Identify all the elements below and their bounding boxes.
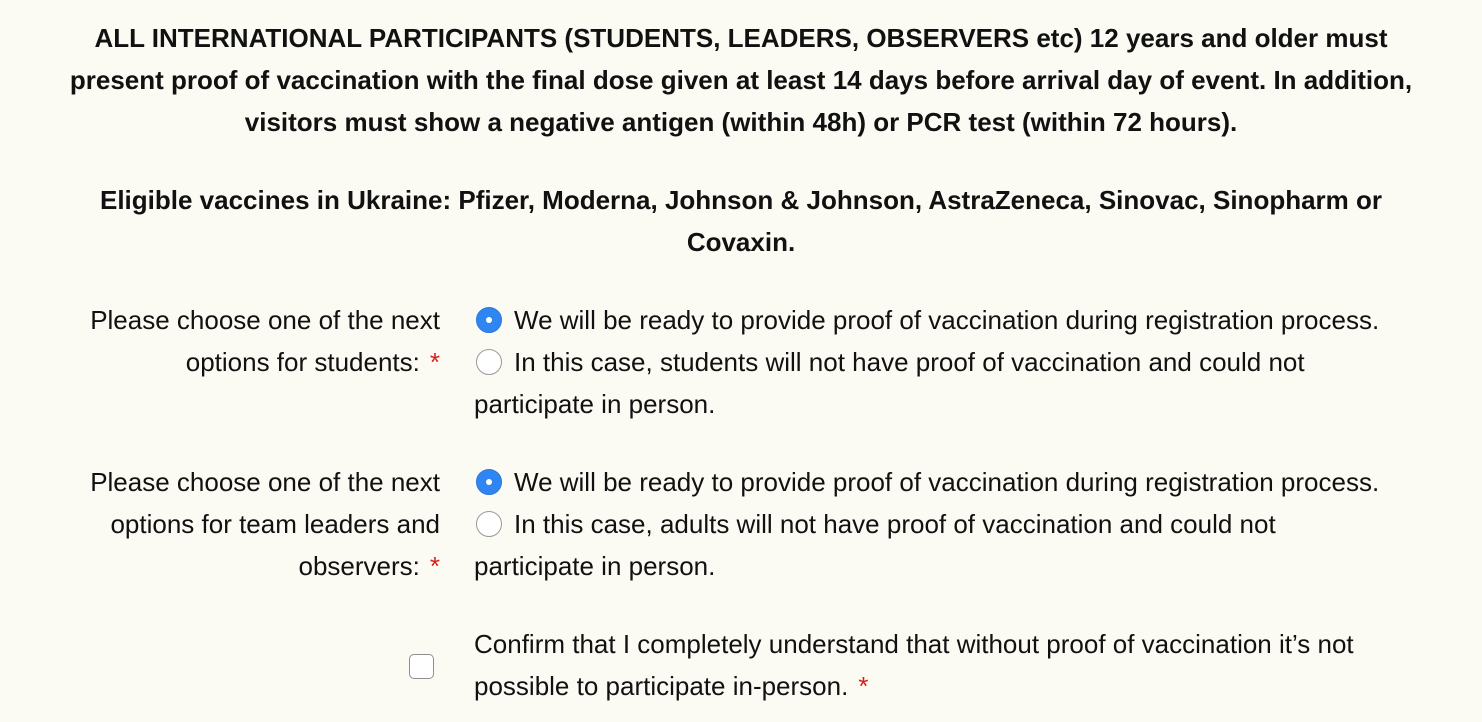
radio-unselected-icon[interactable] <box>476 511 502 537</box>
label-line: Please choose one of the next <box>90 467 440 497</box>
confirm-label <box>474 623 1464 707</box>
confirm-text: possible to participate in-person. <box>474 671 849 701</box>
leaders-question-label <box>40 461 440 587</box>
confirm-checkbox[interactable] <box>409 654 434 679</box>
students-question-label <box>40 299 440 383</box>
leaders-option-ready[interactable] <box>474 461 1464 503</box>
option-label: In this case, students will not have proof of vaccination and could not <box>514 347 1305 377</box>
notice-line: visitors must show a negative antigen (within 48h) or PCR test (within 72 hours). <box>244 107 1238 137</box>
option-label: We will be ready to provide proof of vaccination during registration process. <box>514 467 1380 497</box>
label-line: options for team leaders and <box>110 509 440 539</box>
required-asterisk: * <box>858 671 869 701</box>
students-option-no-proof[interactable] <box>474 341 1464 383</box>
required-asterisk: * <box>429 347 440 377</box>
eligible-vaccines-notice <box>0 179 1482 263</box>
label-text: observers: <box>298 551 420 581</box>
notice-line: Covaxin. <box>686 227 796 257</box>
label-text: options for students: <box>185 347 420 377</box>
notice-line: ALL INTERNATIONAL PARTICIPANTS (STUDENTS, LEADERS, OBSERVERS etc) 12 years and older must <box>94 23 1388 53</box>
radio-selected-icon[interactable] <box>476 307 502 333</box>
label-line <box>40 545 440 587</box>
leaders-options <box>474 461 1464 587</box>
leaders-option-no-proof[interactable] <box>474 503 1464 545</box>
option-label-continuation: participate in person. <box>474 389 716 419</box>
required-asterisk: * <box>429 551 440 581</box>
option-label-continuation: participate in person. <box>474 551 716 581</box>
label-line <box>40 341 440 383</box>
option-label: We will be ready to provide proof of vaccination during registration process. <box>514 305 1380 335</box>
confirm-line: Confirm that I completely understand that without proof of vaccination it’s not <box>474 629 1354 659</box>
students-option-ready[interactable] <box>474 299 1464 341</box>
notice-line: present proof of vaccination with the final dose given at least 14 days before arrival day of event. In addition, <box>69 65 1413 95</box>
confirm-line <box>474 665 1464 707</box>
vaccination-requirement-notice <box>0 17 1482 143</box>
notice-line: Eligible vaccines in Ukraine: Pfizer, Moderna, Johnson & Johnson, AstraZeneca, Sinovac, Sinopharm or <box>99 185 1383 215</box>
students-options <box>474 299 1464 425</box>
radio-unselected-icon[interactable] <box>476 349 502 375</box>
label-line: Please choose one of the next <box>90 305 440 335</box>
option-label: In this case, adults will not have proof of vaccination and could not <box>514 509 1276 539</box>
radio-selected-icon[interactable] <box>476 469 502 495</box>
